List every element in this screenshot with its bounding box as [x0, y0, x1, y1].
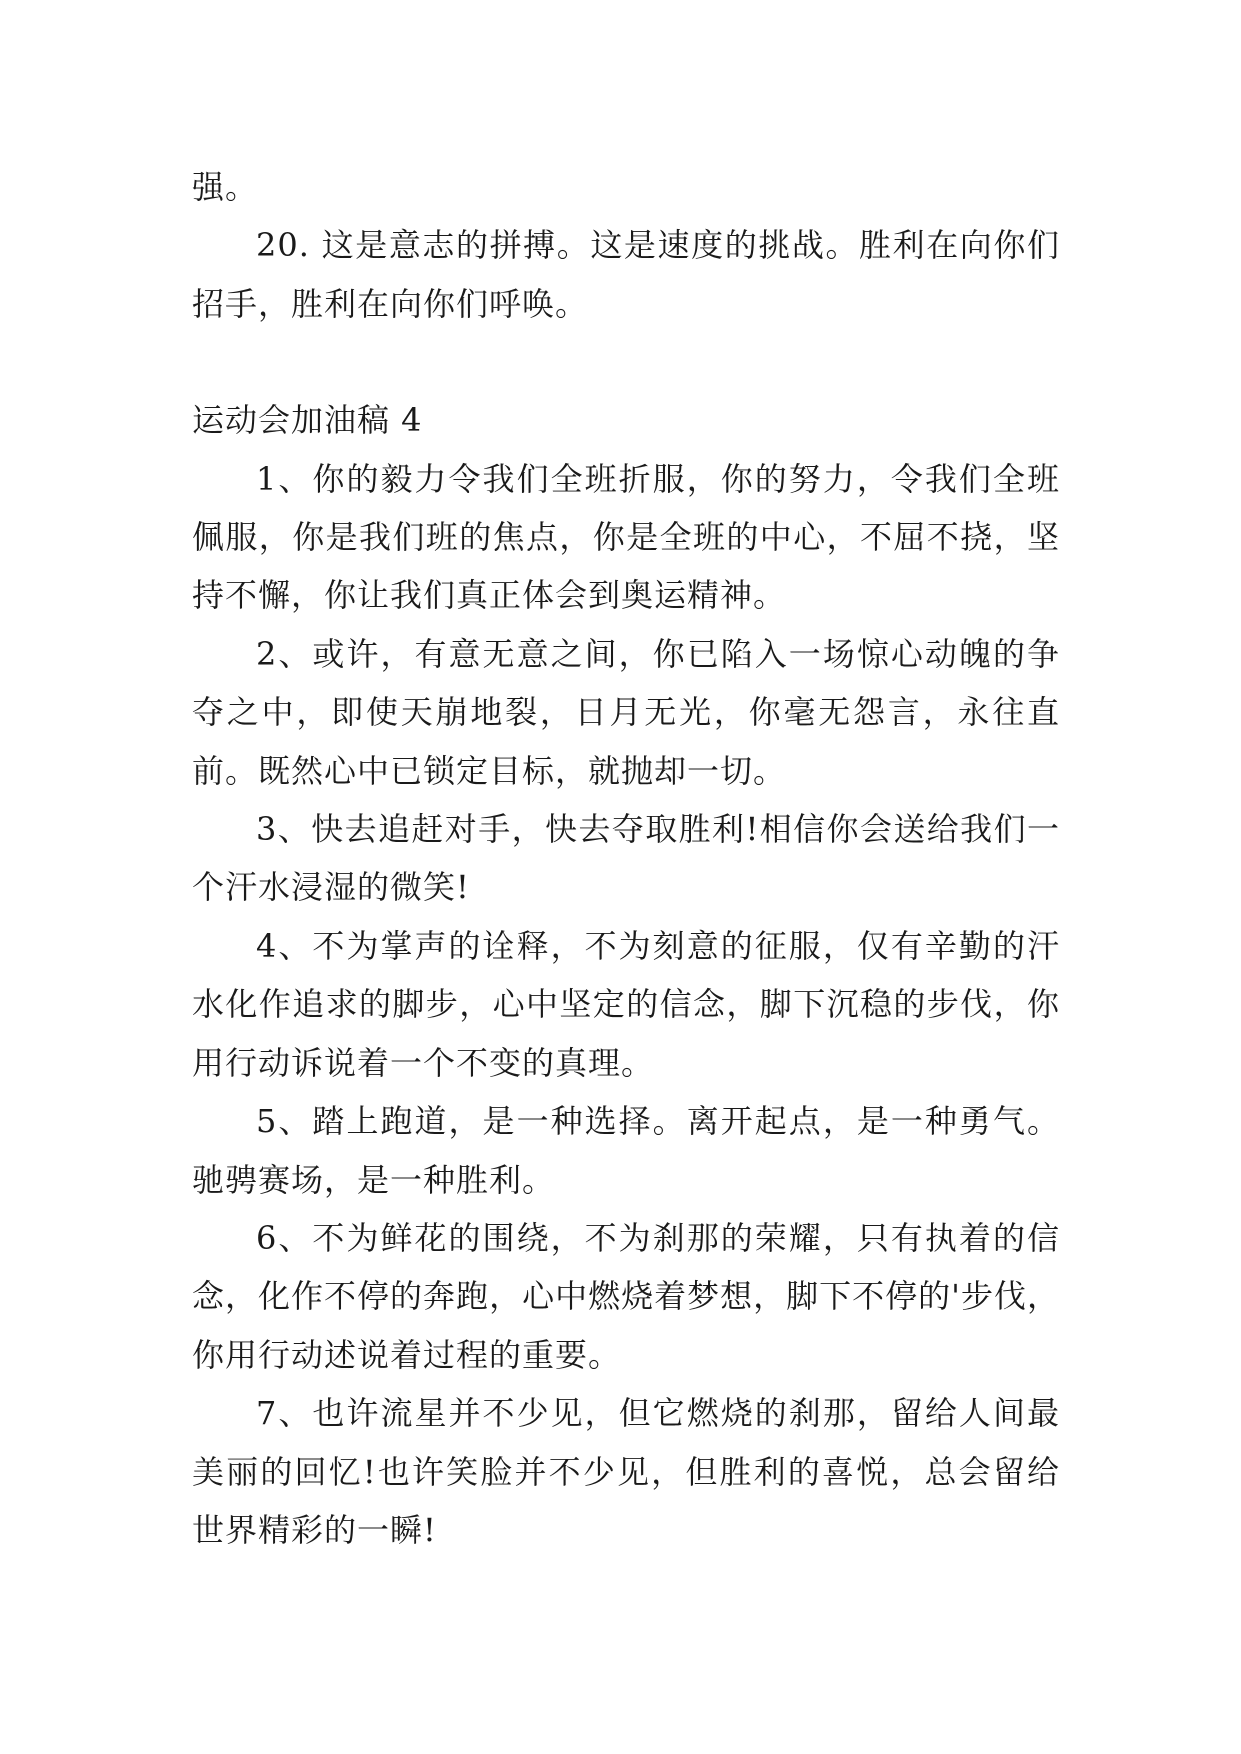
- paragraph-item-20: 20. 这是意志的拼搏。这是速度的挑战。胜利在向你们招手，胜利在向你们呼唤。: [192, 226, 1060, 323]
- paragraph-item-6: 6、不为鲜花的围绕，不为刹那的荣耀，只有执着的信念，化作不停的奔跑，心中燃烧着梦想，脚下不停的'步伐，你用行动述说着过程的重要。: [192, 1218, 1060, 1374]
- section-gap: [192, 333, 1060, 391]
- paragraph-item-4: 4、不为掌声的诠释，不为刻意的征服，仅有辛勤的汗水化作追求的脚步，心中坚定的信念，脚下沉稳的步伐，你用行动诉说着一个不变的真理。: [192, 926, 1060, 1082]
- paragraph-item-5: 5、踏上跑道，是一种选择。离开起点，是一种勇气。驰骋赛场，是一种胜利。: [192, 1102, 1060, 1199]
- paragraph-item-2: 2、或许，有意无意之间，你已陷入一场惊心动魄的争夺之中，即使天崩地裂，日月无光，你毫无怨言，永往直前。既然心中已锁定目标，就抛却一切。: [192, 634, 1060, 790]
- paragraph-item-1: 1、你的毅力令我们全班折服，你的努力，令我们全班佩服，你是我们班的焦点，你是全班的中心，不屈不挠，坚持不懈，你让我们真正体会到奥运精神。: [192, 459, 1060, 615]
- continuation-text: 强。: [192, 168, 259, 206]
- paragraph-item-3: 3、快去追赶对手，快去夺取胜利!相信你会送给我们一个汗水浸湿的微笑!: [192, 810, 1060, 907]
- paragraph-item-7: 7、也许流星并不少见，但它燃烧的刹那，留给人间最美丽的回忆!也许笑脸并不少见，但胜利的喜悦，总会留给世界精彩的一瞬!: [192, 1394, 1060, 1549]
- section-title: 运动会加油稿 4: [192, 401, 423, 440]
- document-body: [192, 158, 1060, 1559]
